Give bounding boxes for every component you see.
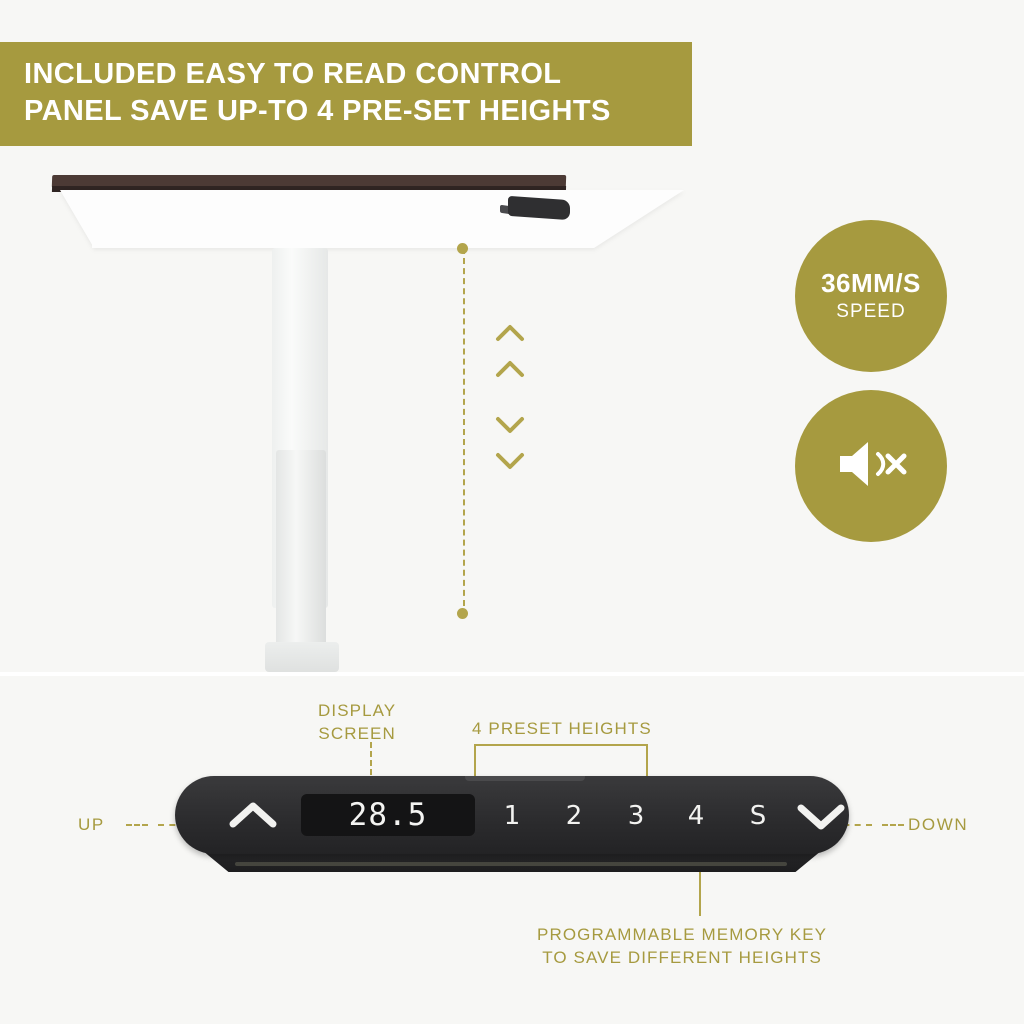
chevron-up-icon — [495, 324, 525, 342]
preset-button-2[interactable]: 2 — [565, 801, 583, 831]
memory-save-button[interactable]: S — [749, 801, 767, 831]
annotation-memory-line-1: PROGRAMMABLE MEMORY KEY — [537, 925, 828, 944]
speed-label: SPEED — [836, 301, 906, 322]
desk-foot — [265, 642, 339, 672]
travel-range-bottom-dot — [457, 608, 468, 619]
chevron-up-icon — [495, 360, 525, 378]
display-value: 28.5 — [348, 797, 428, 833]
speaker-mute-icon — [834, 434, 908, 499]
headline-band — [0, 42, 692, 146]
preset-button-1[interactable]: 1 — [503, 801, 521, 831]
bracket-preset-top — [474, 744, 646, 746]
bottom-callout-panel — [0, 676, 1024, 1024]
leader-line-down-b — [882, 824, 904, 826]
annotation-display-screen-line-1: DISPLAY — [318, 701, 397, 720]
annotation-memory-line-2: TO SAVE DIFFERENT HEIGHTS — [542, 947, 822, 967]
control-panel — [175, 776, 849, 872]
headline-line-2: PANEL SAVE UP-TO 4 PRE-SET HEIGHTS — [24, 95, 611, 128]
preset-button-3[interactable]: 3 — [627, 801, 645, 831]
up-button[interactable] — [225, 798, 281, 834]
chevron-down-icon — [793, 798, 849, 834]
annotation-down: DOWN — [908, 815, 969, 834]
annotation-display-screen — [318, 700, 396, 746]
chevron-up-icon — [225, 798, 281, 834]
annotation-memory-key — [537, 924, 827, 970]
control-panel-body — [175, 776, 849, 854]
display-screen — [301, 794, 475, 836]
down-button[interactable] — [793, 798, 849, 834]
standing-desk-illustration — [0, 150, 720, 670]
control-panel-skirt-highlight — [235, 862, 787, 866]
speed-badge — [795, 220, 947, 372]
annotation-display-screen-line-2: SCREEN — [318, 723, 396, 743]
annotation-preset-heights: 4 PRESET HEIGHTS — [472, 719, 652, 738]
preset-button-4[interactable]: 4 — [687, 801, 705, 831]
headline-line-1: INCLUDED EASY TO READ CONTROL — [24, 58, 562, 90]
travel-range-line — [463, 248, 465, 616]
quiet-operation-badge — [795, 390, 947, 542]
up-down-arrows-icon — [487, 320, 543, 510]
desk-column-lower — [276, 450, 326, 650]
chevron-down-icon — [495, 452, 525, 470]
speed-value: 36MM/S — [821, 268, 921, 298]
leader-line-up-a — [126, 824, 148, 826]
desk-underside-fill — [92, 190, 472, 248]
control-panel-icon — [508, 196, 570, 220]
annotation-up: UP — [78, 815, 105, 834]
chevron-down-icon — [495, 416, 525, 434]
control-panel-notch — [465, 776, 585, 781]
